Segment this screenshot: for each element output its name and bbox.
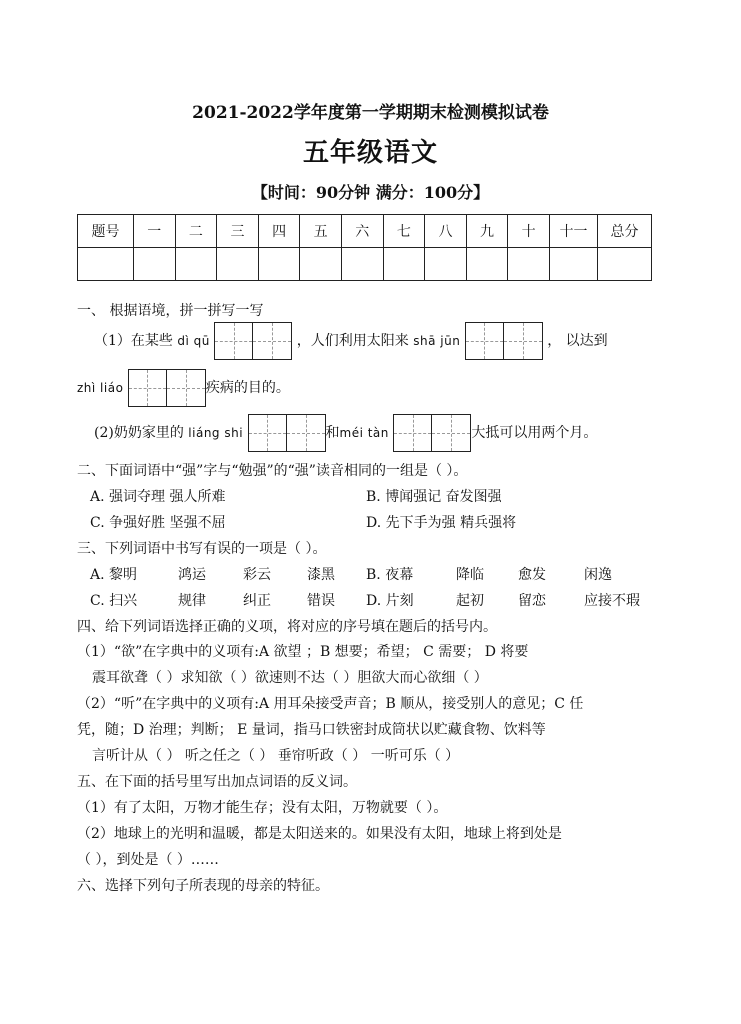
q4-part1: （1）“欲”在字典中的义项有:A 欲望 ；B 想要；希望； C 需要； D 将要	[77, 644, 529, 660]
score-header-cell: 十一	[550, 215, 598, 248]
pinyin-shajun: shā jūn	[413, 334, 461, 348]
q1-text: 和	[325, 425, 340, 441]
q3-word: 应接不瑕	[584, 593, 640, 609]
score-header-cell: 七	[383, 215, 425, 248]
q4-part2-items[interactable]: 言听计从（ ） 听之任之（ ） 垂帘听政（ ） 一听可乐（ ）	[92, 748, 460, 764]
score-input-cell[interactable]	[341, 248, 383, 281]
q2-option-b[interactable]: B. 博闻强记 奋发图强	[366, 489, 502, 505]
pinyin-meitan: méi tàn	[339, 426, 389, 440]
writing-grid[interactable]	[465, 322, 543, 360]
q6-heading: 六、选择下列句子所表现的母亲的特征。	[77, 878, 329, 894]
q1-text: 大抵可以用两个月。	[471, 425, 598, 441]
q3-word: 降临	[456, 567, 484, 583]
q3-word[interactable]: B. 夜幕	[366, 567, 414, 583]
score-input-cell[interactable]	[134, 248, 176, 281]
q1-text: (2)奶奶家里的	[94, 425, 184, 441]
q1-text: ， 以达到	[547, 333, 608, 349]
q1-line-3	[94, 414, 597, 452]
score-input-cell[interactable]	[300, 248, 342, 281]
q1-heading: 一、 根据语境，拼一拼写一写	[77, 303, 264, 319]
q4-part1-items[interactable]: 震耳欲聋（ ）求知欲（ ）欲速则不达（ ）胆欲大而心欲细（ ）	[92, 670, 488, 686]
score-header-cell: 五	[300, 215, 342, 248]
score-input-cell[interactable]	[466, 248, 508, 281]
score-input-cell[interactable]	[550, 248, 598, 281]
score-table-input-row	[78, 248, 652, 281]
score-header-cell: 十	[508, 215, 550, 248]
q4-part2: （2）“听”在字典中的义项有:A 用耳朵接受声音；B 顺从，接受别人的意见；C 任	[77, 696, 584, 712]
score-table-header-row	[78, 215, 652, 248]
score-input-cell[interactable]	[175, 248, 217, 281]
score-input-cell[interactable]	[217, 248, 259, 281]
q4-heading: 四、给下列词语选择正确的义项，将对应的序号填在题后的括号内。	[77, 619, 497, 635]
writing-grid[interactable]	[214, 322, 292, 360]
q3-word: 闲逸	[584, 567, 612, 583]
q1-text: （1）在某些	[94, 333, 173, 349]
score-header-cell: 六	[341, 215, 383, 248]
pinyin-diqu: dì qū	[177, 334, 210, 348]
q2-option-d[interactable]: D. 先下手为强 精兵强将	[366, 515, 517, 531]
q3-word: 鸿运	[178, 567, 206, 583]
q3-word: 愈发	[518, 567, 546, 583]
score-total-cell[interactable]	[598, 248, 652, 281]
score-header-cell: 总分	[598, 215, 652, 248]
q2-heading: 二、下面词语中“强”字与“勉强”的“强”读音相同的一组是（ ）。	[77, 463, 468, 479]
writing-grid[interactable]	[393, 414, 471, 452]
score-input-cell[interactable]	[258, 248, 300, 281]
writing-grid[interactable]	[248, 414, 326, 452]
q3-word: 漆黑	[307, 567, 335, 583]
q3-word: 留恋	[518, 593, 546, 609]
score-header-cell: 九	[466, 215, 508, 248]
q3-word: 彩云	[243, 567, 271, 583]
q3-word[interactable]: C. 扫兴	[90, 593, 138, 609]
score-header-cell: 题号	[78, 215, 134, 248]
exam-title: 2021-2022学年度第一学期期末检测模拟试卷	[192, 103, 549, 123]
pinyin-liangshi: liáng shi	[188, 426, 244, 440]
q3-word: 起初	[456, 593, 484, 609]
q1-text: 疾病的目的。	[205, 380, 290, 396]
q5-part2: （2）地球上的光明和温暖，都是太阳送来的。如果没有太阳，地球上将到处是	[77, 826, 562, 842]
q3-heading: 三、下列词语中书写有误的一项是（ ）。	[77, 541, 327, 557]
q2-option-a[interactable]: A. 强词夺理 强人所难	[90, 489, 226, 505]
pinyin-zhiliao: zhì liáo	[77, 381, 124, 395]
score-input-cell[interactable]	[508, 248, 550, 281]
exam-time-score: 【时间：90分钟 满分：100分】	[251, 183, 490, 202]
score-table	[77, 214, 652, 281]
q3-word: 错误	[307, 593, 335, 609]
q5-part1[interactable]: （1）有了太阳，万物才能生存；没有太阳，万物就要（ ）。	[77, 800, 448, 816]
exam-subject: 五年级语文	[302, 138, 438, 168]
q5-heading: 五、在下面的括号里写出加点词语的反义词。	[77, 774, 357, 790]
q1-line-2	[77, 369, 290, 407]
q3-word[interactable]: A. 黎明	[90, 567, 138, 583]
score-label-cell	[78, 248, 134, 281]
score-header-cell: 三	[217, 215, 259, 248]
score-header-cell: 四	[258, 215, 300, 248]
score-header-cell: 一	[134, 215, 176, 248]
q3-word: 纠正	[243, 593, 271, 609]
score-input-cell[interactable]	[425, 248, 467, 281]
score-header-cell: 八	[425, 215, 467, 248]
writing-grid[interactable]	[128, 369, 206, 407]
score-input-cell[interactable]	[383, 248, 425, 281]
q1-text: ，人们利用太阳来	[296, 333, 409, 349]
q4-part2-cont: 凭，随；D 治理；判断； E 量词，指马口铁密封成筒状以贮藏食物、饮料等	[77, 722, 546, 738]
q1-line-1	[94, 322, 608, 360]
q5-part2-cont[interactable]: （ ），到处是（ ）……	[77, 852, 219, 868]
q2-option-c[interactable]: C. 争强好胜 坚强不屈	[90, 515, 226, 531]
score-header-cell: 二	[175, 215, 217, 248]
q3-word[interactable]: D. 片刻	[366, 593, 414, 609]
q3-word: 规律	[178, 593, 206, 609]
